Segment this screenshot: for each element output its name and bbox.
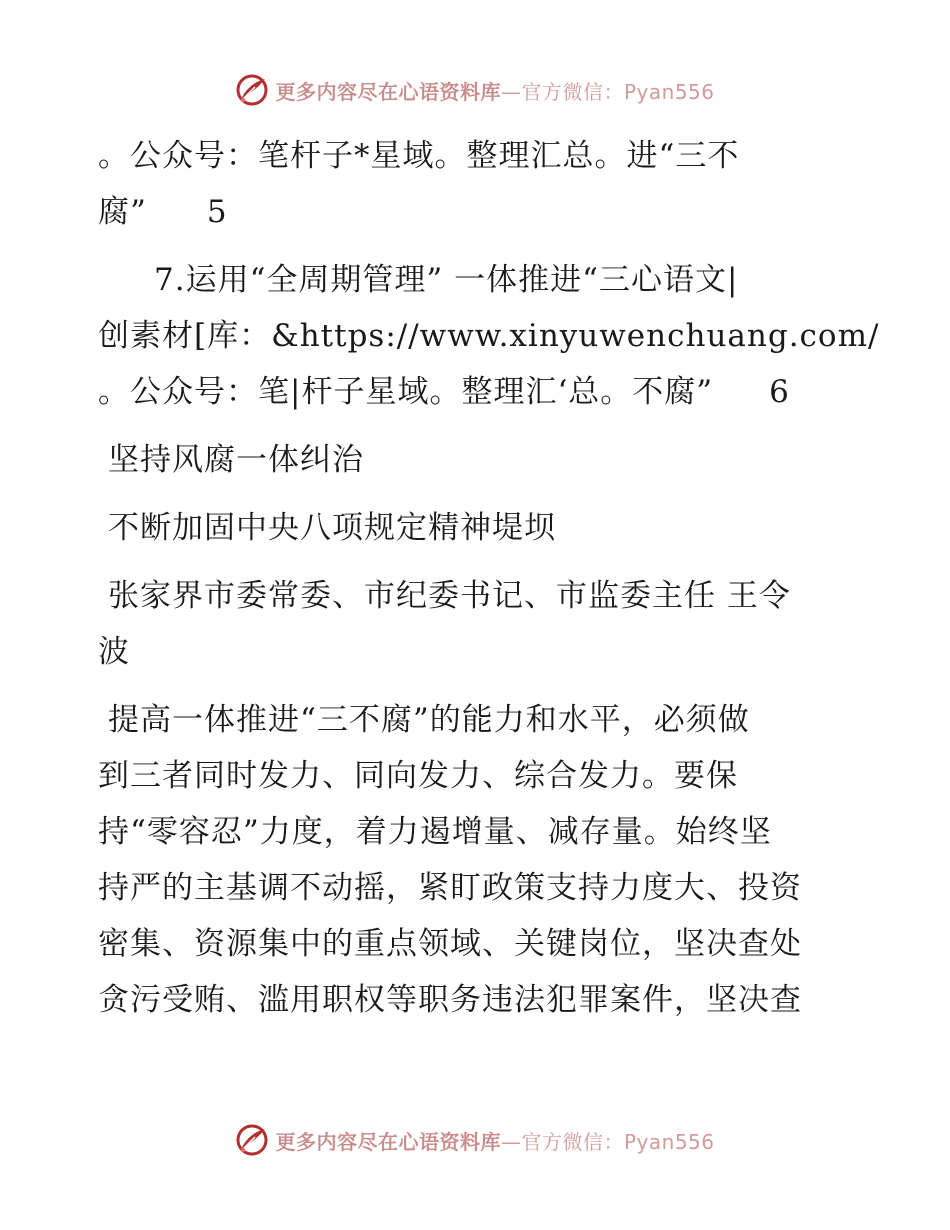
document-body	[98, 128, 880, 1028]
text-line: 。公众号：笔杆子*星域。整理汇总。进“三不	[98, 138, 740, 174]
text-line: 。公众号：笔|杆子星域。整理汇ʻ总。不腐” 6	[98, 364, 858, 420]
paragraph-line: 持严的主基调不动摇，紧盯政策支持力度大、投资	[98, 870, 802, 906]
banner-text: 更多内容尽在心语资料库—官方微信：Pyan556	[275, 1129, 715, 1154]
paragraph-line: 持“零容忍”力度，着力遏增量、减存量。始终坚	[98, 814, 772, 850]
banner-text: 更多内容尽在心语资料库—官方微信：Pyan556	[275, 79, 715, 104]
section-heading: 坚持风腐一体纠治	[108, 442, 364, 478]
text-line: 腐” 5	[98, 184, 858, 240]
page-number: 5	[206, 194, 228, 230]
footer-banner	[0, 1120, 950, 1160]
paragraph-line: 到三者同时发力、同向发力、综合发力。要保	[98, 758, 738, 794]
subtitle: 不断加固中央八项规定精神堤坝	[108, 510, 556, 546]
text-line: 创素材[库：&https://www.xinyuwenchuang.com/	[98, 318, 880, 354]
author-line: 波	[98, 634, 130, 670]
text-line: 7.运用“全周期管理” 一体推进“三心语文|	[154, 262, 739, 298]
page-number: 6	[769, 374, 790, 410]
quill-logo-icon	[235, 1123, 269, 1157]
paragraph-line: 贪污受贿、滥用职权等职务违法犯罪案件，坚决查	[98, 982, 802, 1018]
author-line: 张家界市委常委、市纪委书记、市监委主任 王令	[108, 578, 791, 614]
quill-logo-icon	[235, 73, 269, 107]
paragraph-line: 提高一体推进“三不腐”的能力和水平，必须做	[108, 702, 750, 738]
header-banner	[0, 70, 950, 110]
paragraph-line: 密集、资源集中的重点领域、关键岗位，坚决查处	[98, 926, 802, 962]
